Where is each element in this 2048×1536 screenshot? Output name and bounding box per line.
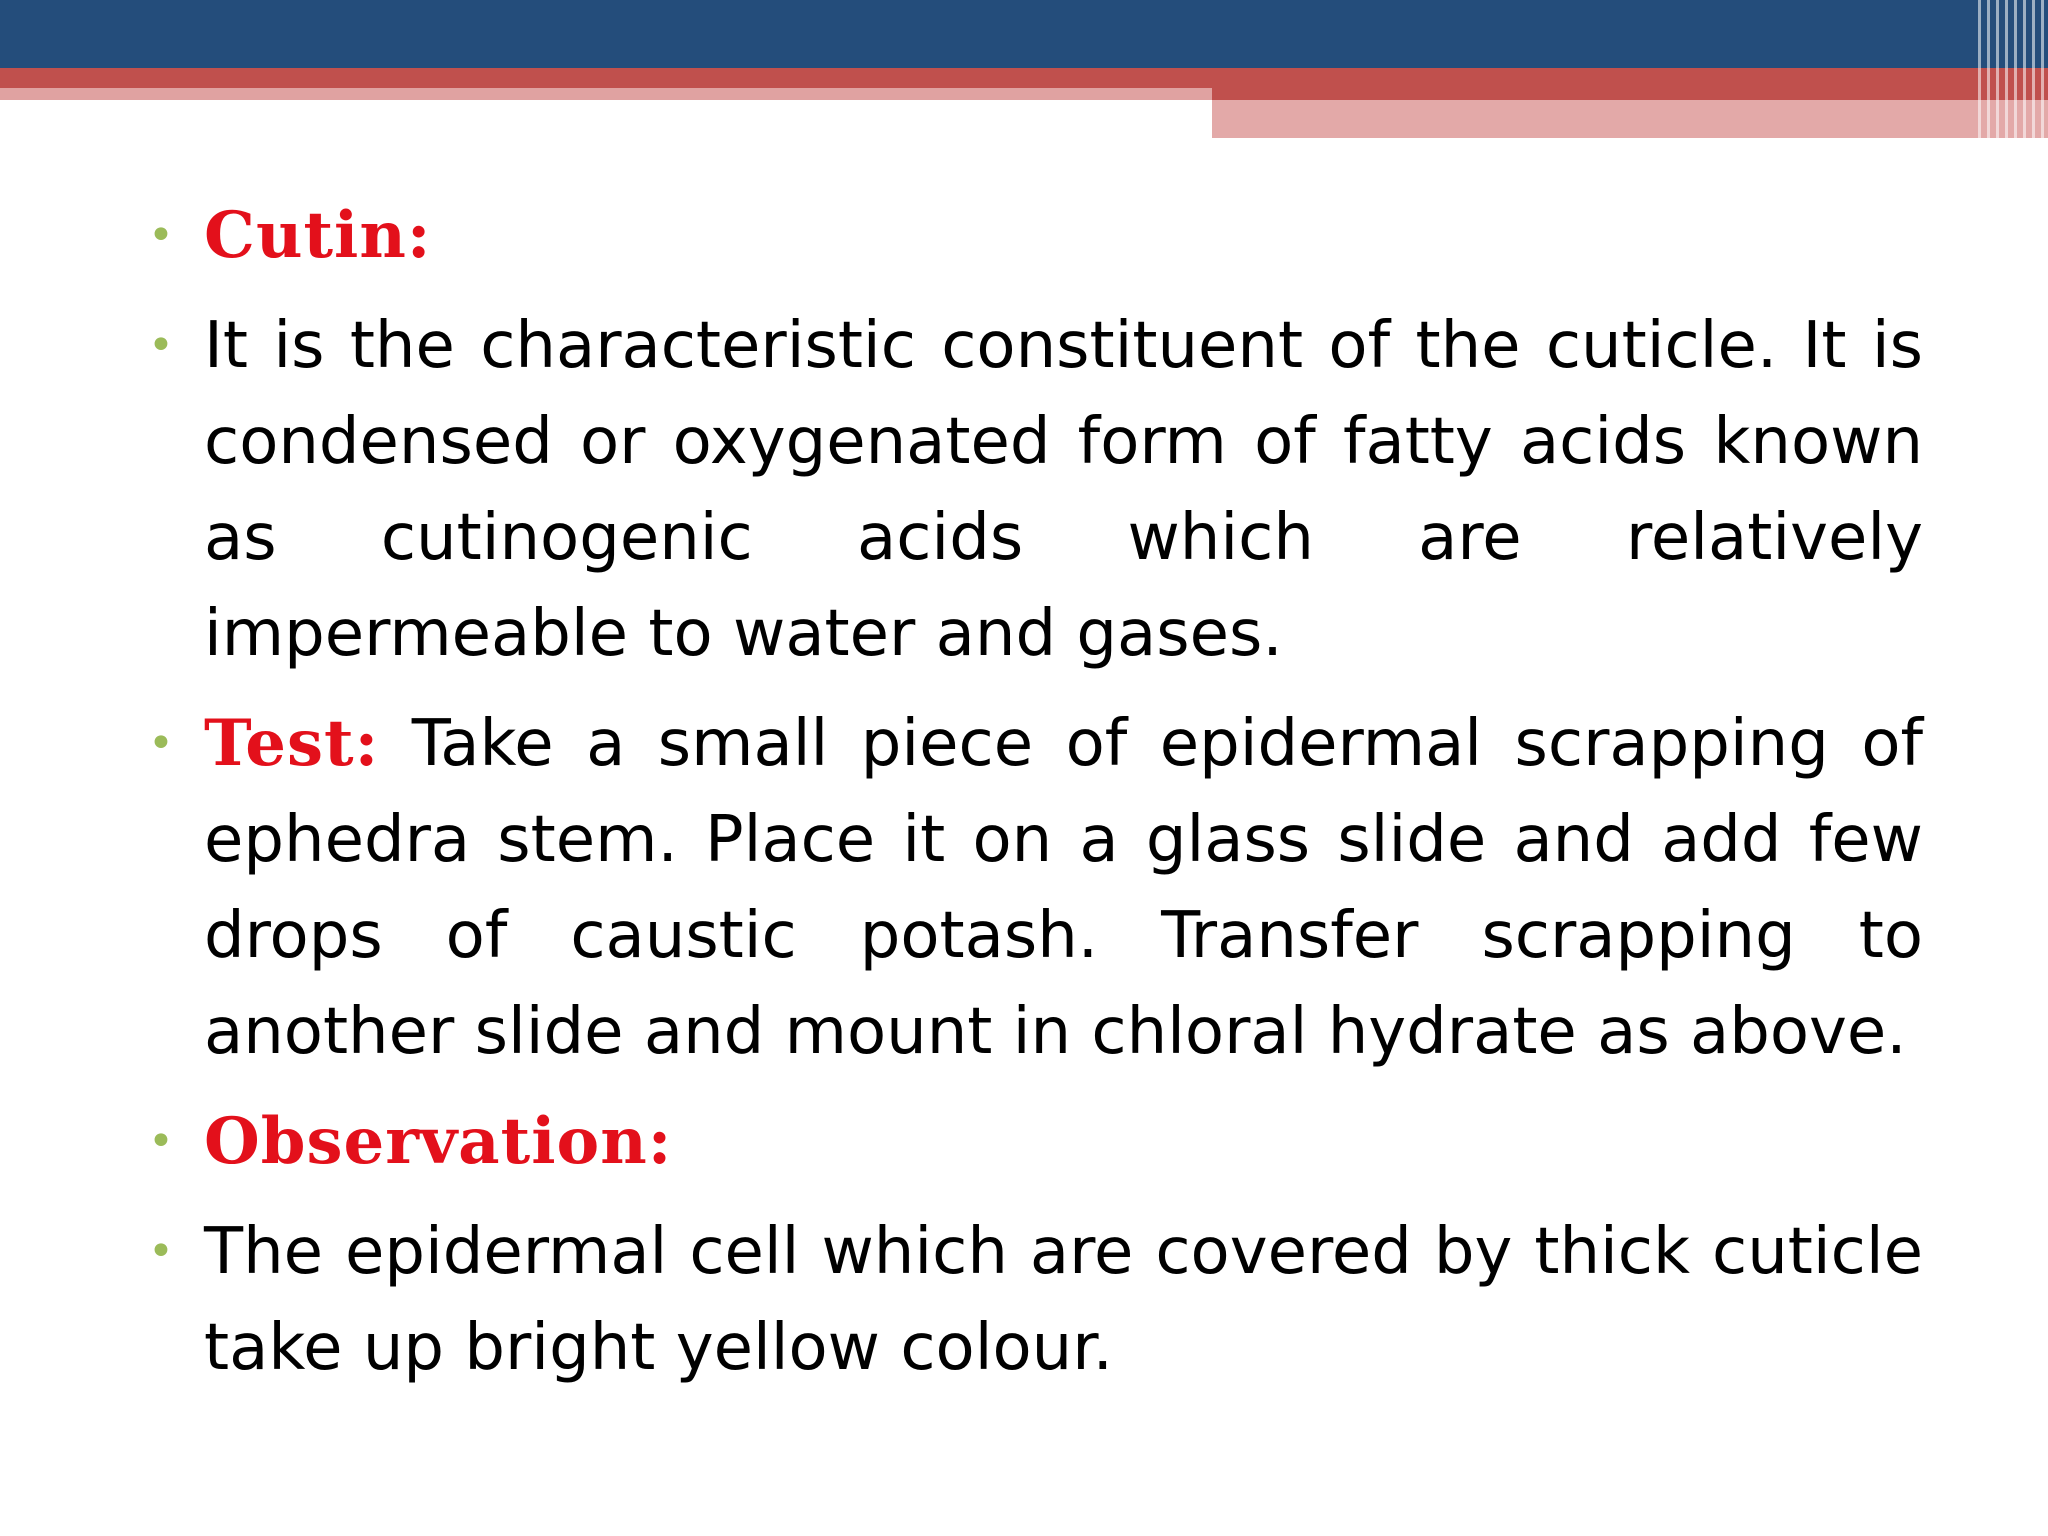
bullet-icon: • xyxy=(148,210,174,261)
bullet-test xyxy=(148,696,1923,1080)
observation-heading: Observation: xyxy=(204,1104,673,1179)
header-stripes-decoration xyxy=(1978,0,2048,138)
bullet-cutin-heading xyxy=(148,188,1923,284)
bullet-cutin-description xyxy=(148,298,1923,682)
bullet-icon: • xyxy=(148,320,174,371)
header-band-blue xyxy=(0,0,2048,68)
bullet-icon: • xyxy=(148,1226,174,1277)
test-label: Test: xyxy=(204,706,380,781)
cutin-heading: Cutin: xyxy=(204,198,432,273)
bullet-observation-description xyxy=(148,1204,1923,1396)
observation-description: The epidermal cell which are covered by thick cuticle take up bright yellow colour. xyxy=(204,1215,1923,1385)
header-band-pink-strip xyxy=(0,88,1212,100)
bullet-observation-heading xyxy=(148,1094,1923,1190)
bullet-icon: • xyxy=(148,1116,174,1167)
cutin-description: It is the characteristic constituent of the cuticle. It is condensed or oxygenated form of fatty acids known as cutinogenic acids which are relatively impermeable to water and gases. xyxy=(204,309,1923,671)
bullet-icon: • xyxy=(148,718,174,769)
slide-body xyxy=(148,188,1923,1396)
header-band-pink-block xyxy=(1212,100,2048,138)
test-description: Take a small piece of epidermal scrapping of ephedra stem. Place it on a glass slide and add few drops of caustic potash. Transfer scrapping to another slide and mount in chloral hydrate as above. xyxy=(204,707,1924,1069)
